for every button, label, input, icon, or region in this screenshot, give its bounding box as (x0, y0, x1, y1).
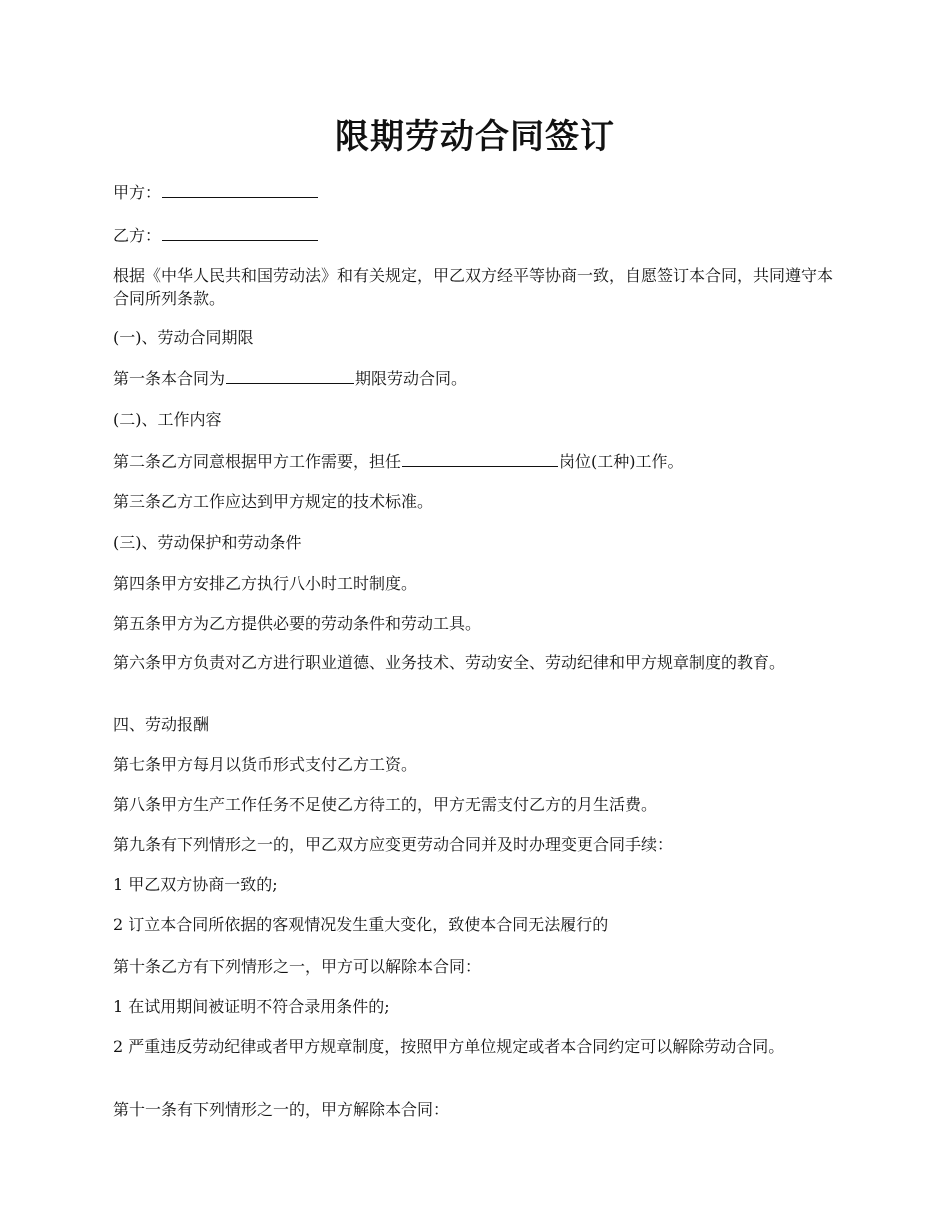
article-2 (113, 450, 848, 473)
article-7: 第七条甲方每月以货币形式支付乙方工资。 (113, 755, 418, 774)
article-9-item-2: 2 订立本合同所依据的客观情况发生重大变化，致使本合同无法履行的 (113, 915, 609, 934)
article-5: 第五条甲方为乙方提供必要的劳动条件和劳动工具。 (113, 614, 482, 633)
party-b-line (113, 224, 848, 247)
section-heading-pay: 四、劳动报酬 (113, 715, 210, 734)
party-b-blank (162, 224, 318, 241)
article-1-prefix: 第一条本合同为 (113, 369, 226, 388)
article-2-prefix: 第二条乙方同意根据甲方工作需要，担任 (113, 452, 402, 471)
party-a-blank (162, 181, 318, 198)
article-2-suffix: 岗位(工种)工作。 (559, 452, 684, 471)
section-heading-protection: (三)、劳动保护和劳动条件 (113, 533, 302, 552)
party-b-label: 乙方： (113, 226, 162, 245)
party-a-line (113, 181, 848, 204)
section-heading-work: (二)、工作内容 (113, 410, 222, 429)
article-3: 第三条乙方工作应达到甲方规定的技术标准。 (113, 492, 434, 511)
article-1 (113, 367, 848, 390)
article-9-item-1: 1 甲乙双方协商一致的; (113, 875, 278, 894)
section-heading-term: (一)、劳动合同期限 (113, 328, 254, 347)
article-10-item-2: 2 严重违反劳动纪律或者甲方规章制度，按照甲方单位规定或者本合同约定可以解除劳动合同。 (113, 1037, 785, 1056)
article-11: 第十一条有下列情形之一的，甲方解除本合同： (113, 1100, 450, 1119)
article-10: 第十条乙方有下列情形之一，甲方可以解除本合同： (113, 957, 482, 976)
article-10-item-1: 1 在试用期间被证明不符合录用条件的; (113, 997, 390, 1016)
article-1-suffix: 期限劳动合同。 (355, 369, 468, 388)
article-8: 第八条甲方生产工作任务不足使乙方待工的，甲方无需支付乙方的月生活费。 (113, 795, 658, 814)
intro-paragraph: 根据《中华人民共和国劳动法》和有关规定，甲乙双方经平等协商一致，自愿签订本合同，共同遵守本合同所列条款。 (113, 266, 834, 308)
party-a-label: 甲方： (113, 183, 162, 202)
article-9: 第九条有下列情形之一的，甲乙双方应变更劳动合同并及时办理变更合同手续： (113, 835, 674, 854)
article-2-blank (402, 450, 558, 467)
document-title: 限期劳动合同签订 (335, 117, 615, 157)
article-4: 第四条甲方安排乙方执行八小时工时制度。 (113, 574, 418, 593)
article-6: 第六条甲方负责对乙方进行职业道德、业务技术、劳动安全、劳动纪律和甲方规章制度的教育。 (113, 653, 786, 672)
article-1-blank (226, 367, 354, 384)
